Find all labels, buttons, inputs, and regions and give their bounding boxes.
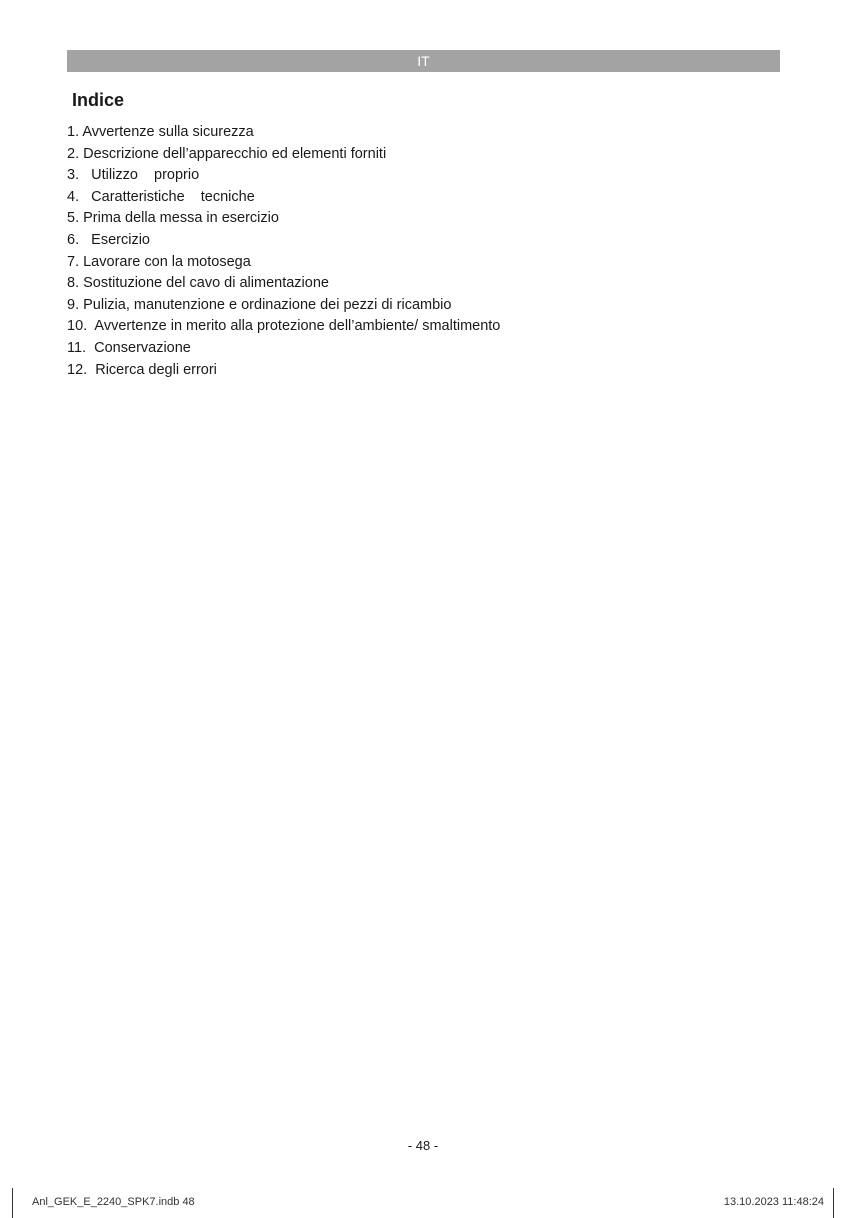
toc-item-number: 10. [67,318,88,335]
toc-item-number: 4. [67,188,80,205]
toc-item-text: Descrizione dell’apparecchio ed elementi forniti [79,145,387,162]
toc-item-text: Avvertenze in merito alla protezione dell’ambiente/ smaltimento [87,318,501,335]
toc-item-number: 5. [67,210,80,227]
toc-item-2 [67,144,500,166]
toc-item-text: Lavorare con la motosega [79,253,251,270]
toc-item-6 [67,230,500,252]
toc-item-text: Ricerca degli errori [87,361,217,378]
toc-item-10 [67,316,500,338]
toc-item-number: 2. [67,145,80,162]
toc-item-number: 11. [67,339,87,356]
toc-item-text: Avvertenze sulla sicurezza [79,124,254,140]
toc-item-12 [67,360,500,382]
toc-item-number: 1. [67,124,80,140]
print-datetime: 13.10.2023 11:48:24 [723,1196,824,1208]
toc-item-1 [67,122,500,144]
toc-item-text: Esercizio [79,231,151,248]
print-file-info: Anl_GEK_E_2240_SPK7.indb 48 [32,1196,195,1208]
toc-item-number: 7. [67,253,80,270]
toc-item-9 [67,295,500,317]
toc-item-text: Utilizzo proprio [79,167,200,184]
toc-item-5 [67,208,500,230]
toc-item-text: Prima della messa in esercizio [79,210,279,227]
toc-item-number: 3. [67,167,80,184]
toc-item-3 [67,165,500,187]
toc-list [67,122,500,381]
page-number: - 48 - [407,1138,439,1153]
toc-item-7 [67,252,500,274]
toc-item-text: Conservazione [86,339,191,356]
toc-item-text: Caratteristiche tecniche [79,188,255,205]
language-header-bar [67,50,780,72]
language-code: IT [417,53,430,69]
toc-item-number: 8. [67,275,80,292]
toc-item-number: 6. [67,231,80,248]
toc-item-text: Pulizia, manutenzione e ordinazione dei pezzi di ricambio [79,296,452,313]
toc-item-8 [67,273,500,295]
crop-mark-left [12,1188,13,1218]
toc-item-4 [67,187,500,209]
crop-mark-right [833,1188,834,1218]
toc-item-number: 12. [67,361,88,378]
toc-title: Indice [72,90,125,110]
toc-item-text: Sostituzione del cavo di alimentazione [79,275,329,292]
toc-item-11 [67,338,500,360]
toc-item-number: 9. [67,296,80,313]
